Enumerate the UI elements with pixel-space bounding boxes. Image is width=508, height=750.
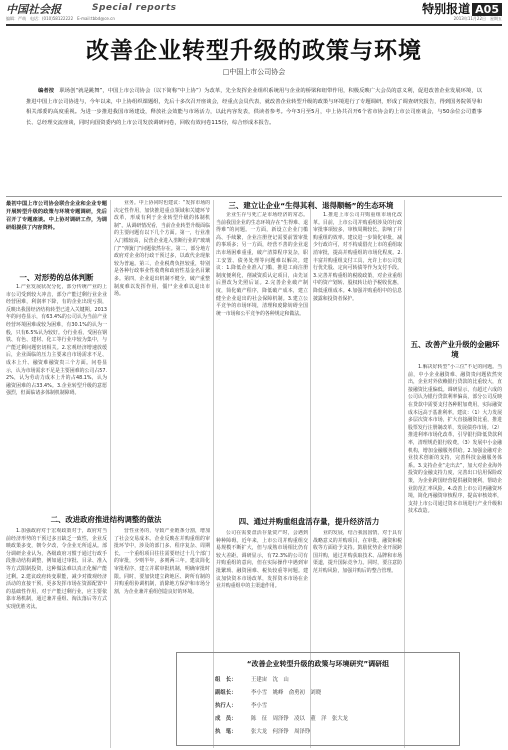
research-team-title: “改善企业转型升级的政策与环境研究”调研组 — [246, 660, 390, 668]
header-meta-left: 编辑：严萌 电话：(010)58122222 E-mail:tbbd@ce.cn — [6, 16, 115, 21]
credit-row: 执 笔： 张大龙 何泽铮 周泽铮 — [215, 729, 311, 735]
section-4-text-a: 公司在需要盘活存量资产时，会遇到种种障碍。近年来，上市公司并购重组交易规模不断扩大，但与成熟市场相比仍有较大差距。调研显示，有72.3%的公司有并购重组的意向，但在实际操作中遇到审批繁琐、融资困难、税负较重等问题。建议加快资本市场改革，发挥资本市场在企业并购重组中的主渠道作用。 — [216, 530, 308, 590]
edition-name: 特别报道 — [422, 2, 471, 16]
newspaper-logo: 中国社会报 — [6, 3, 61, 16]
editor-note — [26, 86, 482, 190]
edition-label — [422, 0, 502, 17]
section-3-text-b: 1.推进上市公司并购重组市场化改革。目前，上市公司并购重组涉及的行政审批事项较多，审核周期较长，影响了并购重组的效率。建议进一步简化审批，减少行政许可，对不构成借壳上市的重组取消审批，提高并购重组的市场化程度。2.丰富并购重组支付工具，允许上市公司发行优先股、定向可转债等作为支付手段。3.完善并购重组的税收政策，对企业重组中的资产划转、股权转让给予税收优惠，降低重组成本。4.加强并购重组中的信息披露和投资者保护。 — [313, 212, 402, 302]
credit-row: 成 员： 陈 征 周泽铮 凌以 董 洋 张大龙 — [215, 716, 349, 722]
section-heading-1: 一、对形势的总体判断 — [19, 273, 94, 282]
section-1-text: 1.产业发展状况分化，部分传统产业的上市公司受到较大冲击，部分产能过剩行业企业经营困难，利润率下降，有的企业出现亏损，反映出我国经济结构转型已进入关键期。2013年的问卷显示，有63.4%的公司认为当前产业经营环境困难或较为困难，有30.1%的认为一般，只有6.5%认为较好。分行业看，受困在钢铁、有色、建材、化工等行业中较为集中，与产能过剩问题密切相关。2.宏观经济增速放缓后，企业面临的压力主要来自市场需求不足、成本上升、融资难融资贵三个方面。问卷显示，认为市场需求不足是主要困难的公司占57.2%，认为劳动力成本上升的占48.1%，认为融资困难的占33.4%。3.企业转型升级的意愿强烈，但面临诸多体制机制障碍。 — [6, 284, 107, 397]
column-2-text-b: 营性业务的，导致产业链条分割，增加了社会交易成本。企业反映在并购重组的审批环节中，涉及的部门多、程序复杂、周期长，一个重组项目往往需要经过十几个部门的审批，少则半年，多则两三年。建议简化审批程序，建立并联审批机制，明确审批时限。同时，要加快建立跨地区、跨所有制的并购重组协调机制，消除地方保护和市场分割，为企业兼并重组创造良好的环境。 — [114, 528, 210, 595]
section-4-text-b: 业的发展，结合我国国情，对于具有战略意义的并购项目，在审批、融资和税收等方面给予支持。鼓励优势企业开展跨国并购，通过并购获取技术、品牌和市场渠道，提升国际竞争力。同时，要注意防范并购风险，加强并购后的整合管理。 — [313, 530, 402, 574]
header-meta-bar — [6, 16, 502, 26]
section-heading-4: 四、通过并购重组盘活存量，提升经济活力 — [238, 517, 380, 526]
credit-row: 执行人： 李小雪 — [215, 703, 268, 709]
research-team-box — [176, 652, 460, 746]
article-author: □中国上市公司协会 — [222, 68, 286, 76]
divider — [6, 196, 502, 197]
credit-row: 组 长： 王建宙 沈 山 — [215, 677, 289, 683]
page-number: A05 — [472, 3, 502, 16]
article-title: 改善企业转型升级的政策与环境 — [86, 37, 422, 64]
section-heading-2: 二、改进政府推进结构调整的做法 — [50, 515, 162, 524]
header-english-label: Special reports — [92, 3, 177, 13]
section-3-text: 企业生存与死亡是市场经济的常态。当前我国企业的生态环境存在“生得难、退得难”的问题。一方面，新设立企业门槛高、手续繁，企业注册登记需要前置审批的事项多；另一方面，经营不善的企业退出市场困难重重，破产清算程序复杂，职工安置、债务处理等问题难以解决。建议：1.降低企业准入门槛，推进工商注册制度便利化，削减资质认定项目，由先证后照改为先照后证。2.完善企业破产制度，简化破产程序，降低破产成本，建立健全企业退出的社会保障机制。3.建立公平竞争的市场环境，清理和废除妨碍全国统一市场和公平竞争的各种规定和做法。 — [216, 212, 308, 317]
section-5-text: 1.解决好转型“小三位”不足的问题。当前，中小企业融资难、融资贵问题依然突出，企业对外依赖银行贷款的比重较大，直接融资比重偏低。调研显示，有超过六成的公司认为银行贷款利率偏高，部分公司反映在贷款中需要支付各种附加费用，实际融资成本远高于基准利率。建议：（1）大力发展多层次资本市场，扩大直接融资比重，推进股票发行注册制改革，发展债券市场。（2）推进利率市场化改革，引导银行降低贷款利率，清理规范银行收费。（3）发展中小金融机构，增加金融服务供给。2.加强金融对企业技术创新的支持，完善科技金融服务体系。3.支持企业“走出去”，加大对企业海外投资的金融支持力度，完善出口信用保险政策，为企业跨国经营提供融资便利，帮助企业防范汇率风险。4.改善上市公司再融资环境，简化再融资审核程序，提高审核效率，支持上市公司通过资本市场进行产业升级和技术改造。 — [408, 364, 502, 515]
section-heading-5: 五、改善产业升级的金融环境 — [410, 340, 500, 359]
credit-row: 副组长： 李小雪 姚峰 俞勇初 刘晓 — [215, 690, 322, 696]
intro-paragraph: 最初中国上市公司协会联合企业和企业专题开展转型升级的政策与环境专题调研，先后召开了专题座谈。中上协对调研工作，为调研组提供了内容资料。 — [6, 201, 107, 231]
editor-note-label: 编者按 — [38, 88, 55, 94]
column-divider — [110, 200, 111, 748]
column-2-text-a: 业务。中上协同时也建议：“发挥市场的决定性作用，加快推进重点领域和关键环节改革，形成有利于企业转型升级的体制机制”。从调研情况看，当前企业转型升级面临的主要问题有以下几个方面。第一，行业准入门槛较高，民营企业进入垄断行业的“玻璃门”“弹簧门”问题依然存在。第二，部分地方政府对企业的行政干预过多，以政代企现象较为普遍。第三，企业税费负担较重，特别是各种行政事业性收费和政府性基金名目繁多。第四，企业退出机制不健全，破产重整制度难以发挥作用，僵尸企业难以退出市场。 — [114, 200, 210, 298]
header-meta-right: 2013年11月22日 星期五 — [453, 16, 502, 21]
editor-note-text: 职场创“就是跳舞”，中国上市公司协会（以下简称“中上协”）为改革，先全发挥企业组织系统用与企业的桥梁和纽带作用，积极反映广大会员的意义利，促进改善企业发展环境，以推进中国上市公司协进与，今年以来，中上协组织课题组，先后十多次召开座谈会，经重点会员代表，就改善企业转型升级的政策与环境进行了专题调研，形成了调查研究报告，得到国务院领导和相关部委的高度重视。为进一步推进我国市场建设，释放社会效能与市场活力，以此内容发表，供读者参考。今年3月至5月，中上协共召开6个省市协会的上市公司座谈会，与50余位公司董事长、总经理交流座谈，同时向国资委内的上市公司发放调研问卷，回收有效问卷115份，综合形成本报告。 — [26, 88, 482, 126]
section-heading-3: 三、建立让企业“生得其利、退得顺畅”的生态环境 — [228, 201, 394, 210]
section-2-text-a: 1.加强政府对于宏观政策对于，政府对当前经济形势的干预过多且缺乏一致性，企业反映政策多变，朝令夕改，令企业无所适从。部分调研企业认为，各级政府习惯于通过行政手段推动结构调整，例如通过审批、目录、准入等方式限制投资，这种做法难以真正化解产能过剩。2.建议政府转变职能，减少对微观经济活动的直接干预，更多发挥市场在资源配置中的基础性作用，对于产能过剩行业，应主要依靠市场机制，通过兼并重组、淘汰落后等方式实现优胜劣汰。 — [6, 528, 107, 610]
